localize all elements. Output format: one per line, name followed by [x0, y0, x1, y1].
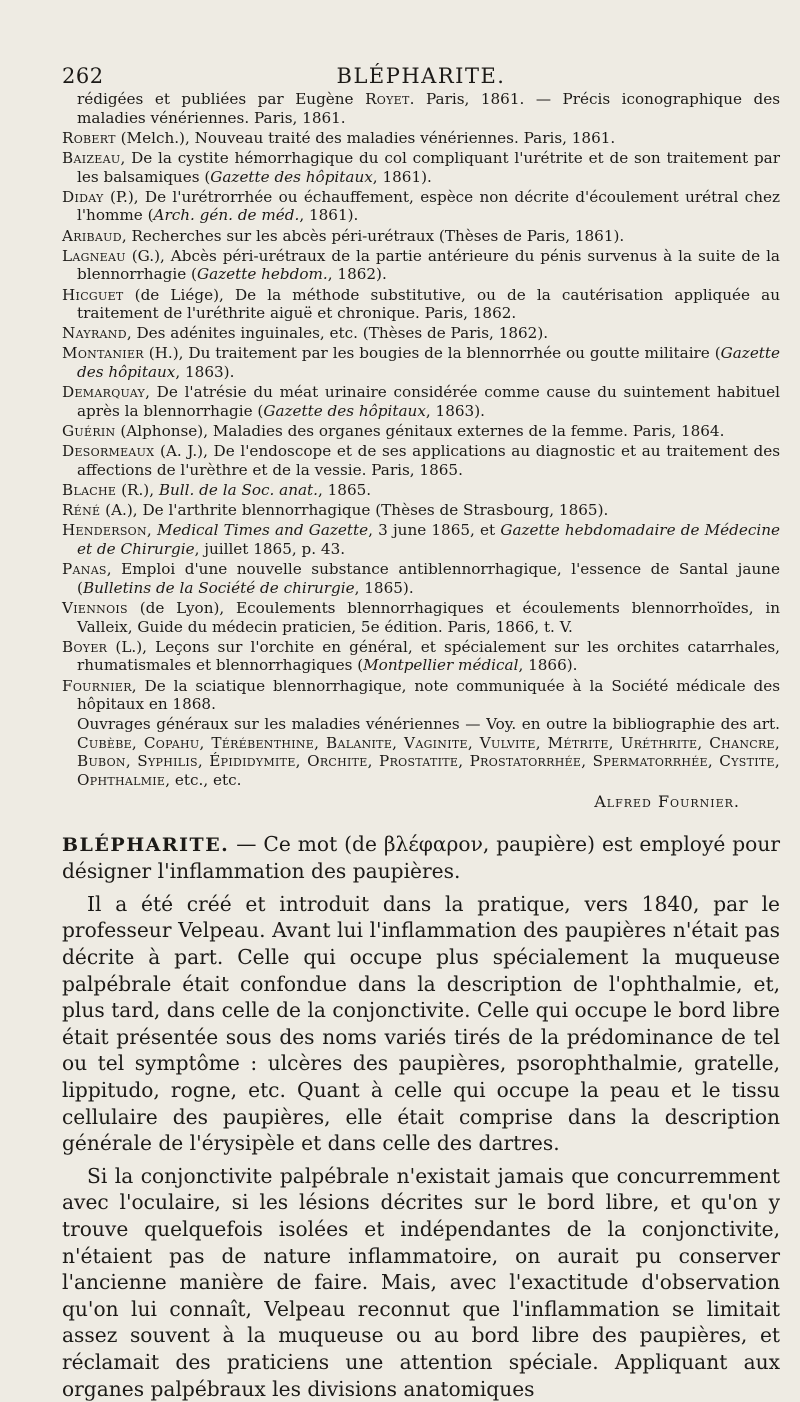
bibliography-entry: Henderson, Medical Times and Gazette, 3 june 1865, et Gazette hebdomadaire de Médecine et de Chirurgie, juillet 1865, p. 43.	[62, 521, 780, 558]
bibliography-entry: Hicguet (de Liége), De la méthode substitutive, ou de la cautérisation appliquée au traitement de l'uréthrite aiguë et chronique. Paris, 1862.	[62, 285, 780, 323]
entry-author: Hicguet	[62, 285, 124, 304]
entry-author: Montanier	[62, 344, 144, 363]
entry-author: Panas	[62, 560, 107, 579]
bibliography-entry: Boyer (L.), Leçons sur l'orchite en général, et spécialement sur les orchites catarrhales, rhumatismales et blennorrhagiques (Montpellier médical, 1866).	[62, 637, 780, 675]
bibliography-entry: Guérin (Alphonse), Maladies des organes génitaux externes de la femme. Paris, 1864.	[62, 422, 725, 441]
entry-author: Réné	[62, 501, 101, 520]
page-number: 262	[62, 64, 104, 88]
bibliography-entry: Nayrand, Des adénites inguinales, etc. (Thèses de Paris, 1862).	[62, 324, 549, 343]
bibliography-entry: Panas, Emploi d'une nouvelle substance antiblennorrhagique, l'essence de Santal jaune (Bulletins de la Société de chirurgie, 1865).	[62, 560, 780, 597]
entry-author: Blache	[62, 481, 117, 499]
entry-author: Boyer	[62, 637, 108, 656]
entry-author: Nayrand	[62, 324, 127, 343]
running-title: BLÉPHARITE.	[336, 64, 506, 88]
article-body	[62, 831, 780, 1402]
article-paragraph: Il a été créé et introduit dans la pratique, vers 1840, par le professeur Velpeau. Avant lui l'inflammation des paupières n'était pas décrite à part. Celle qui occupe plus spécialement la muqueuse palpébrale était confondue dans la description de l'ophthalmie, et, plus tard, dans celle de la conjonctivite. Celle qui occupe le bord libre était présentée sous des noms variés tirés de la prédominance de tel ou tel symptôme : ulcères des paupières, psorophthalmie, gratelle, lippitudo, rogne, etc. Quant à celle qui occupe la peau et le tissu cellulaire des paupières, elle était comprise dans la description générale de l'érysipèle et dans celle des dartres.	[62, 891, 780, 1156]
entry-author: Demarquay	[62, 383, 146, 402]
bibliography-entry: Montanier (H.), Du traitement par les bougies de la blennorrhée ou goutte militaire (Gazette des hôpitaux, 1863).	[62, 344, 780, 382]
entry-author: Robert	[62, 128, 116, 147]
entry-author: Desormeaux	[62, 442, 155, 461]
author-signature: Alfred Fournier.	[594, 791, 740, 811]
entry-author: Diday	[62, 187, 104, 206]
bibliography-entry: Robert (Melch.), Nouveau traité des maladies vénériennes. Paris, 1861.	[62, 128, 616, 147]
bibliography-entry: Desormeaux (A. J.), De l'endoscope et de ses applications au diagnostic et au traitement des affections de l'urèthre et de la vessie. Paris, 1865.	[62, 442, 780, 479]
bibliography-entry: Ouvrages généraux sur les maladies vénériennes — Voy. en outre la bibliographie des art. Cubèbe, Copahu, Térébenthine, Balanite, Vaginite, Vulvite, Métrite, Uréthrite, Chancre, Bubon, Syphilis, Épididymite, Orchite, Prostatite, Prostatorrhée, Spermatorrhée, Cystite, Ophthalmie, etc., etc.	[77, 715, 780, 790]
bibliography-entry: Baizeau, De la cystite hémorrhagique du col compliquant l'urétrite et de son traitement par les balsamiques (Gazette des hôpitaux, 1861).	[62, 148, 780, 186]
bibliography-entry: Lagneau (G.), Abcès péri-urétraux de la partie antérieure du pénis survenus à la suite de la blennorrhagie (Gazette hebdom., 1862).	[62, 246, 780, 284]
bibliography-entry: Blache (R.), Bull. de la Soc. anat., 1865.	[62, 481, 372, 499]
article-headword: BLÉPHARITE.	[62, 833, 230, 856]
page-header	[62, 56, 780, 90]
article-paragraph: BLÉPHARITE. — Ce mot (de βλέφαρον, paupière) est employé pour désigner l'inflammation des paupières.	[62, 831, 780, 884]
entry-author: Henderson	[62, 521, 147, 540]
entry-author: Lagneau	[62, 246, 126, 265]
entry-author: Fournier	[62, 676, 132, 695]
bibliography-entry: Viennois (de Lyon), Ecoulements blennorrhagiques et écoulements blennorrhoïdes, in Valleix, Guide du médecin praticien, 5e édition. Paris, 1866, t. V.	[62, 598, 780, 636]
bibliography-entry: Diday (P.), De l'urétrorrhée ou échauffement, espèce non décrite d'écoulement urétral chez l'homme (Arch. gén. de méd., 1861).	[62, 187, 780, 225]
bibliography-entry: Demarquay, De l'atrésie du méat urinaire considérée comme cause du suintement habituel après la blennorrhagie (Gazette des hôpitaux, 1863).	[62, 383, 780, 420]
bibliography	[62, 90, 780, 790]
entry-author: Baizeau	[62, 148, 121, 167]
bibliography-entry: Fournier, De la sciatique blennorrhagique, note communiquée à la Société médicale des hôpitaux en 1868.	[62, 676, 780, 714]
bibliography-entry: rédigées et publiées par Eugène Royet. Paris, 1861. — Précis iconographique des maladies vénériennes. Paris, 1861.	[77, 90, 780, 127]
entry-author: Viennois	[62, 598, 128, 617]
entry-author: Aribaud	[62, 226, 122, 245]
bibliography-entry: Réné (A.), De l'arthrite blennorrhagique (Thèses de Strasbourg, 1865).	[62, 501, 609, 520]
entry-author: Guérin	[62, 422, 116, 441]
bibliography-entry: Aribaud, Recherches sur les abcès péri-urétraux (Thèses de Paris, 1861).	[62, 226, 625, 245]
article-paragraph: Si la conjonctivite palpébrale n'existait jamais que concurremment avec l'oculaire, si les lésions décrites sur le bord libre, et qu'on y trouve quelquefois isolées et indépendantes de la conjonctivite, n'étaient pas de nature inflammatoire, on aurait pu conserver l'ancienne manière de faire. Mais, avec l'exactitude d'observation qu'on lui connaît, Velpeau reconnut que l'inflammation se limitait assez souvent à la muqueuse ou au bord libre des paupières, et réclamait des praticiens une attention spéciale. Appliquant aux organes palpébraux les divisions anatomiques	[62, 1163, 780, 1401]
